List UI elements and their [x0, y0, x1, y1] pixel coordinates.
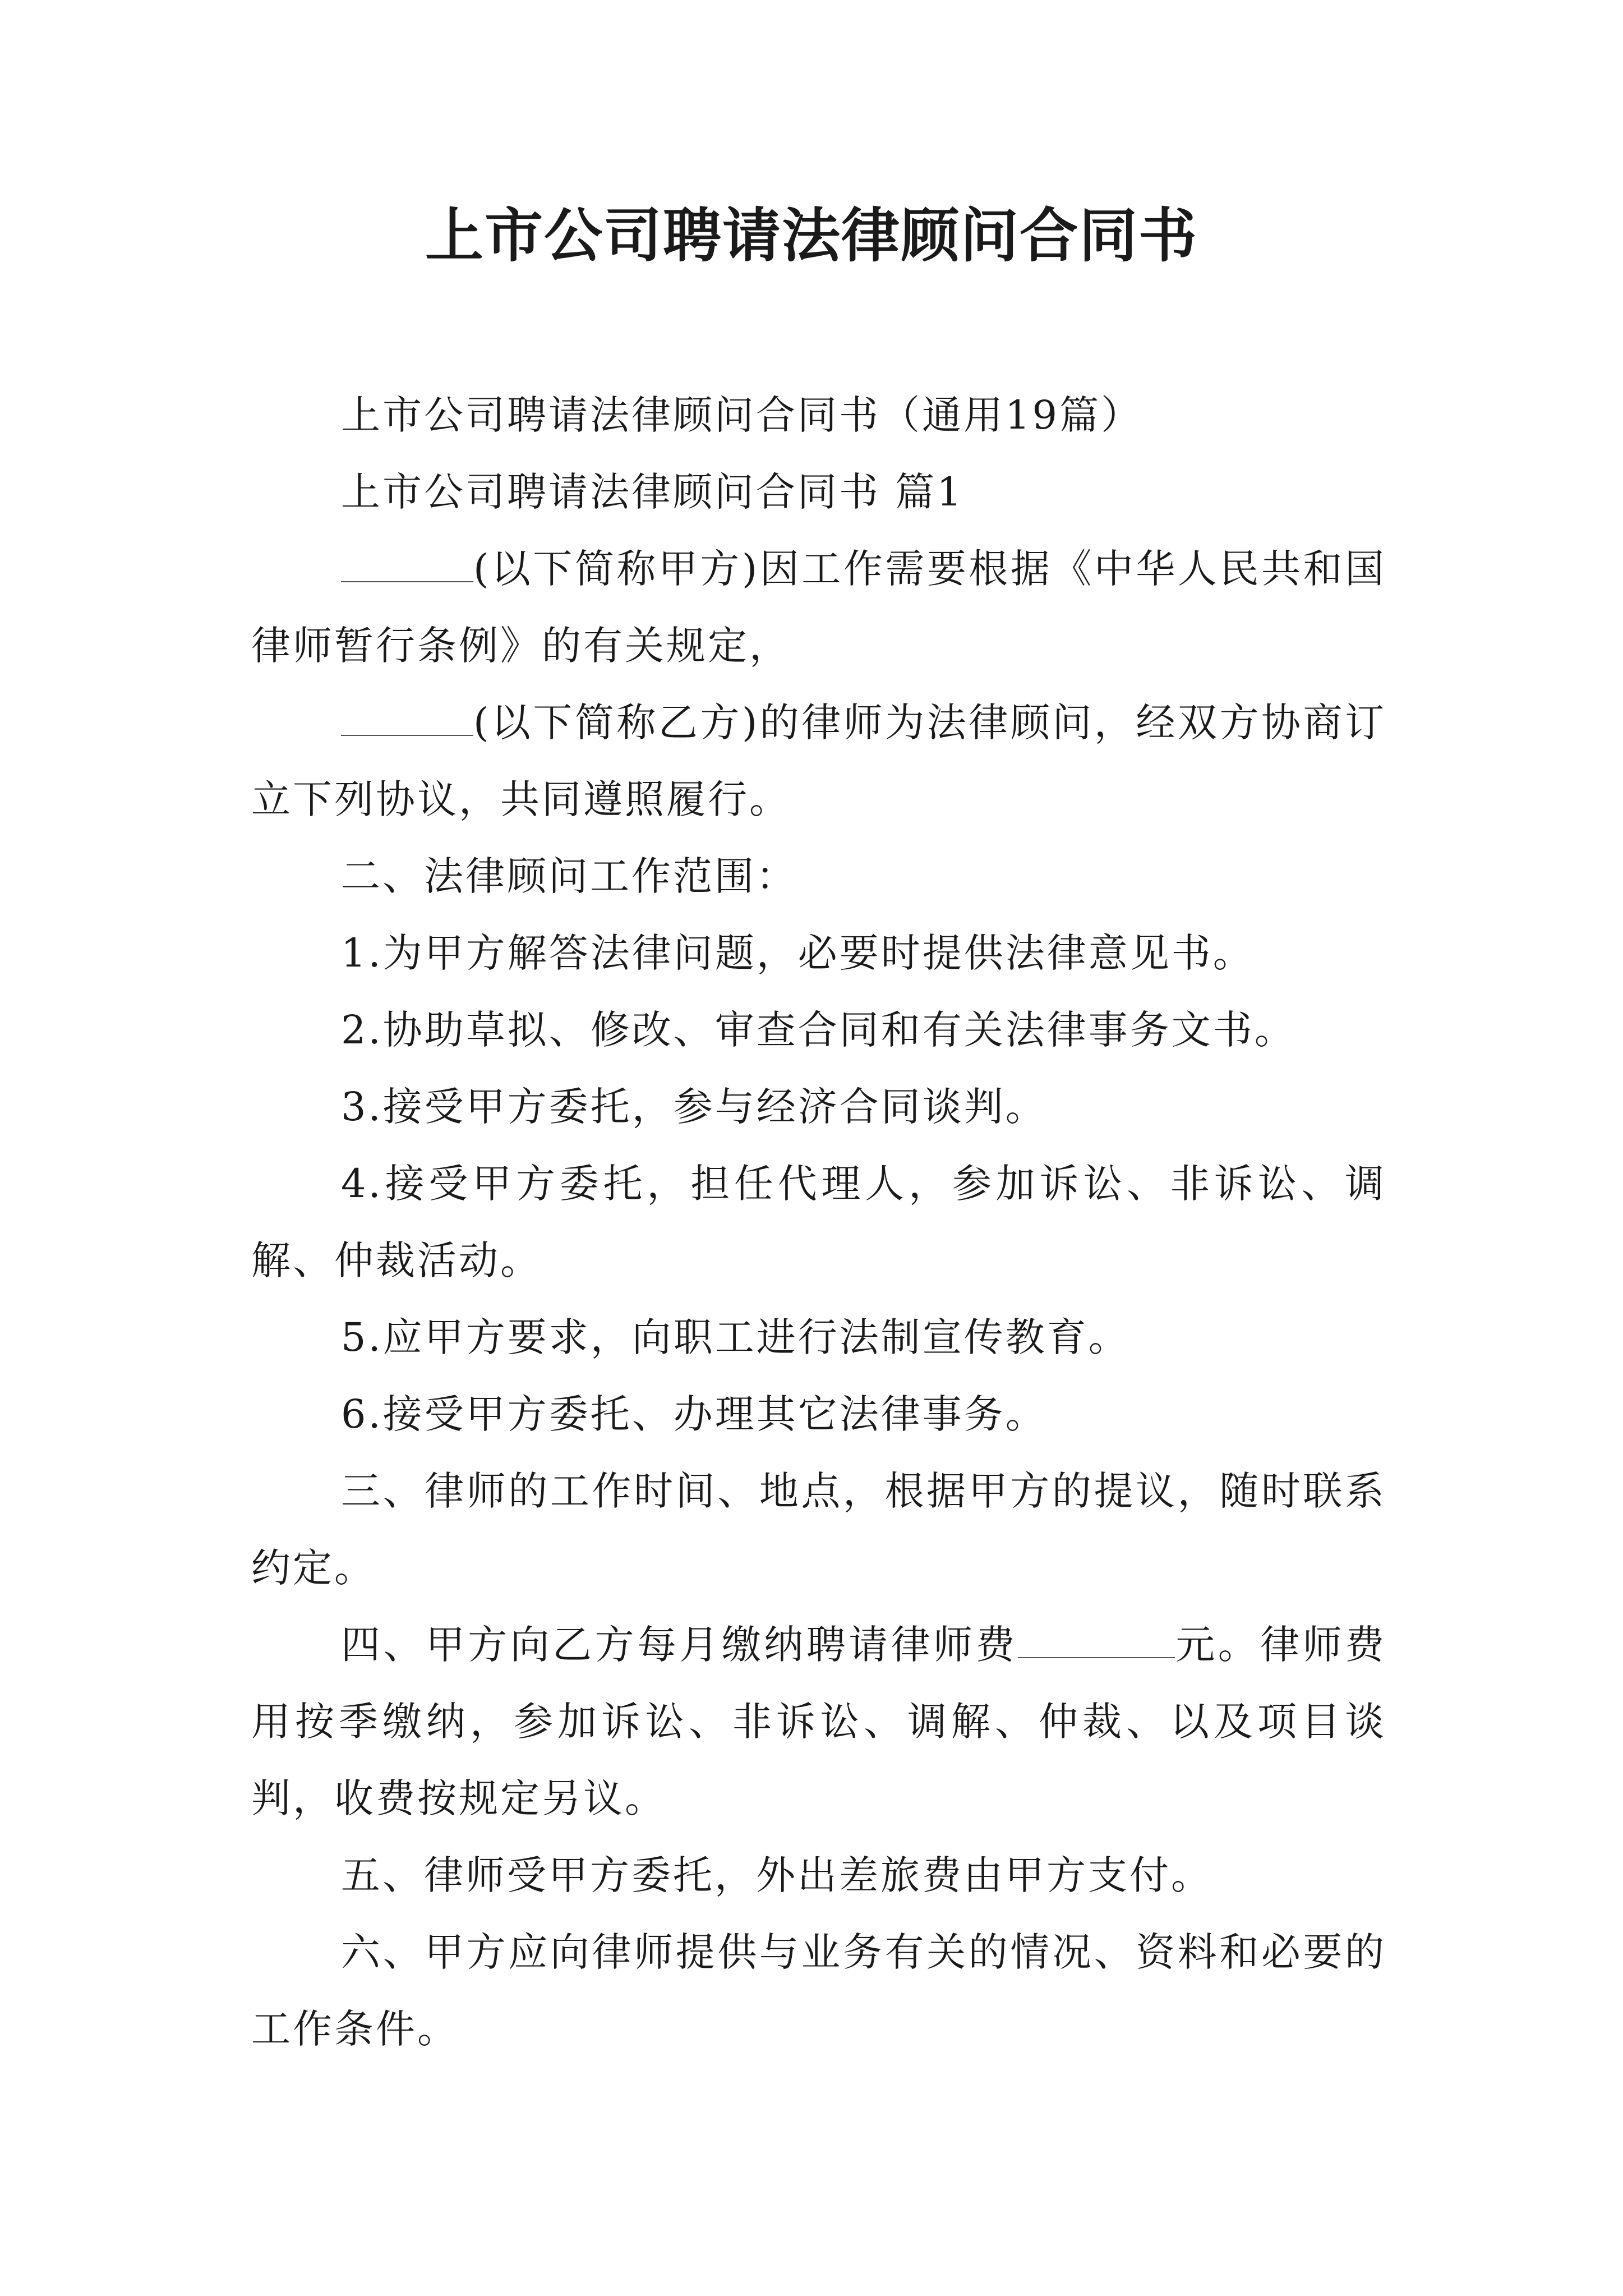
party-b-blank [341, 701, 473, 736]
clause-5: 五、律师受甲方委托，外出差旅费由甲方支付。 [341, 1852, 1212, 1898]
clause-3: 三、律师的工作时间、地点，根据甲方的提议，随时联系约定。 [251, 1468, 1386, 1591]
fee-blank [1018, 1623, 1175, 1658]
scope-item-3: 3.接受甲方委托，参与经济合同谈判。 [341, 1084, 1047, 1130]
scope-item-6: 6.接受甲方委托、办理其它法律事务。 [341, 1391, 1047, 1437]
document-body [251, 377, 1386, 2068]
clause-4 [251, 1607, 1386, 1837]
scope-item-1: 1.为甲方解答法律问题，必要时提供法律意见书。 [341, 930, 1255, 976]
scope-item-4: 4.接受甲方委托，担任代理人，参加诉讼、非诉讼、调解、仲裁活动。 [251, 1161, 1386, 1283]
clause-6: 六、甲方应向律师提供与业务有关的情况、资料和必要的工作条件。 [251, 1929, 1386, 2052]
clause-4-text-after: 元。律师费用按季缴纳，参加诉讼、非诉讼、调解、仲裁、以及项目谈判，收费按规定另议。 [251, 1622, 1387, 1821]
document-title: 上市公司聘请法律顾问合同书 [425, 201, 1198, 270]
party-a-text: (以下简称甲方)因工作需要根据《中华人民共和国律师暂行条例》的有关规定， [251, 546, 1386, 669]
party-b-paragraph [251, 684, 1386, 838]
section-heading: 上市公司聘请法律顾问合同书 篇1 [341, 469, 964, 515]
party-a-paragraph [251, 531, 1386, 684]
party-a-blank [341, 547, 473, 582]
intro-line: 上市公司聘请法律顾问合同书（通用19篇） [341, 392, 1143, 438]
scope-item-2: 2.协助草拟、修改、审查合同和有关法律事务文书。 [341, 1007, 1296, 1053]
scope-heading: 二、法律顾问工作范围： [341, 853, 797, 899]
party-b-text: (以下简称乙方)的律师为法律顾问，经双方协商订立下列协议，共同遵照履行。 [251, 700, 1386, 822]
clause-4-text-before: 四、甲方向乙方每月缴纳聘请律师费 [341, 1622, 1018, 1668]
scope-item-5: 5.应甲方要求，向职工进行法制宣传教育。 [341, 1314, 1130, 1360]
